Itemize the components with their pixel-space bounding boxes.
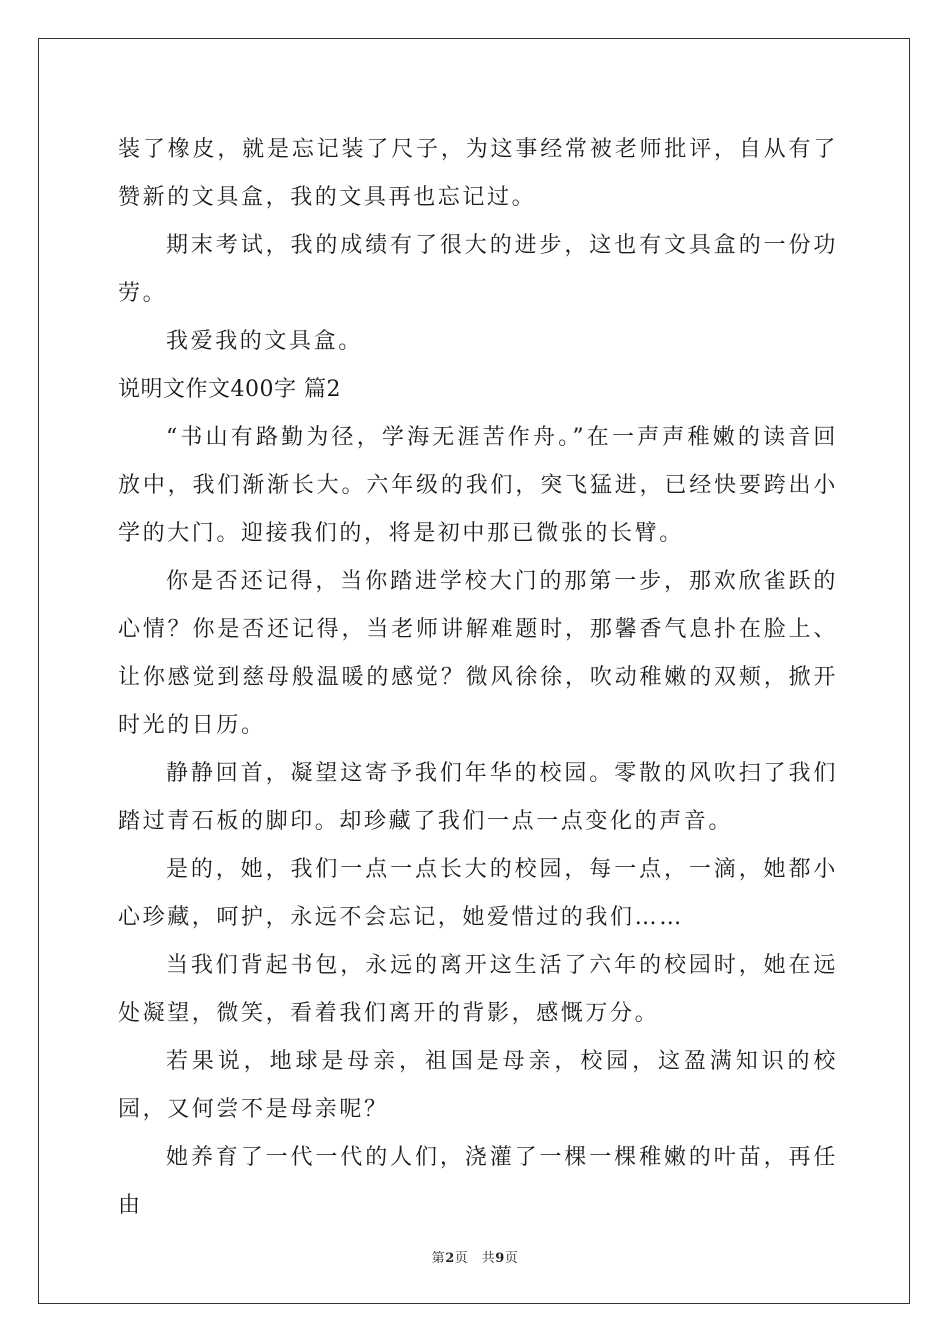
current-page-number: 2 [445,1251,455,1266]
paragraph: 她养育了一代一代的人们，浇灌了一棵一棵稚嫩的叶苗，再任由 [118,1145,838,1218]
paragraph: 静静回首，凝望这寄予我们年华的校园。零散的风吹扫了我们踏过青石板的脚印。却珍藏了我们一点一点变化的声音。 [118,761,838,834]
paragraph: 若果说，地球是母亲，祖国是母亲，校园，这盈满知识的校园，又何尝不是母亲呢？ [118,1049,838,1122]
paragraph: “书山有路勤为径，学海无涯苦作舟。”在一声声稚嫩的读音回放中，我们渐渐长大。六年级的我们，突飞猛进，已经快要跨出小学的大门。迎接我们的，将是初中那已微张的长臂。 [118,425,838,546]
paragraph: 装了橡皮，就是忘记装了尺子，为这事经常被老师批评，自从有了赞新的文具盒，我的文具再也忘记过。 [118,137,838,210]
document-body [118,126,838,1230]
footer-prefix: 第 [431,1251,446,1266]
paragraph: 你是否还记得，当你踏进学校大门的那第一步，那欢欣雀跃的心情？你是否还记得，当老师讲解难题时，那馨香气息扑在脸上、让你感觉到慈母般温暖的感觉？微风徐徐，吹动稚嫩的双颊，掀开时光的日历。 [118,569,838,738]
total-page-number: 9 [495,1251,505,1266]
footer-suffix: 页 [504,1251,519,1266]
section-heading: 说明文作文400字 篇2 [118,377,341,402]
page-footer [0,1247,950,1266]
footer-mid: 页 共 [454,1251,496,1266]
paragraph: 我爱我的文具盒。 [166,329,363,354]
paragraph: 是的，她，我们一点一点长大的校园，每一点，一滴，她都小心珍藏，呵护，永远不会忘记，她爱惜过的我们…… [118,857,838,930]
paragraph: 期末考试，我的成绩有了很大的进步，这也有文具盒的一份功劳。 [118,233,838,306]
paragraph: 当我们背起书包，永远的离开这生活了六年的校园时，她在远处凝望，微笑，看着我们离开的背影，感慨万分。 [118,953,838,1026]
